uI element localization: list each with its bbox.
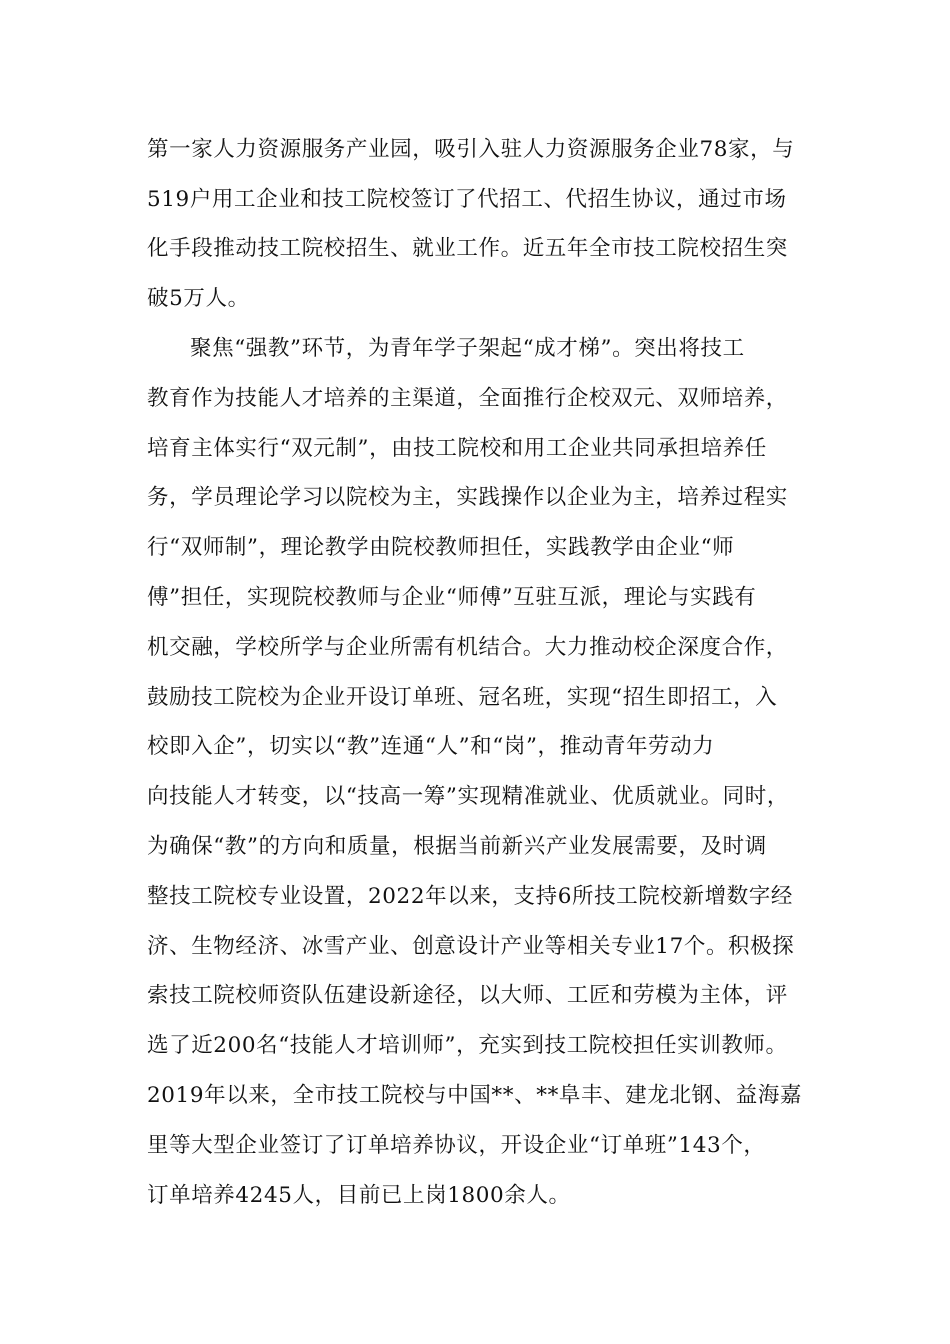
text-line: 2019年以来，全市技工院校与中国**、**阜丰、建龙北钢、益海嘉 bbox=[147, 1083, 803, 1108]
text-line: 519户用工企业和技工院校签订了代招工、代招生协议，通过市场 bbox=[147, 187, 787, 212]
text-line: 整技工院校专业设置，2022年以来，支持6所技工院校新增数字经 bbox=[147, 884, 793, 909]
text-line: 校即入企”，切实以“教”连通“人”和“岗”，推动青年劳动力 bbox=[147, 734, 715, 759]
text-line: 济、生物经济、冰雪产业、创意设计产业等相关专业17个。积极探 bbox=[147, 934, 795, 959]
text-line: 向技能人才转变，以“技高一筹”实现精准就业、优质就业。同时， bbox=[147, 784, 789, 809]
text-line: 机交融，学校所学与企业所需有机结合。大力推动校企深度合作， bbox=[147, 635, 788, 660]
text-line: 傅”担任，实现院校教师与企业“师傅”互驻互派，理论与实践有 bbox=[147, 585, 757, 610]
text-line: 订单培养4245人，目前已上岗1800余人。 bbox=[147, 1183, 571, 1208]
text-line: 索技工院校师资队伍建设新途径，以大师、工匠和劳模为主体，评 bbox=[147, 983, 788, 1008]
text-line: 聚焦“强教”环节，为青年学子架起“成才梯”。突出将技工 bbox=[190, 336, 745, 361]
text-line: 行“双师制”，理论教学由院校教师担任，实践教学由企业“师 bbox=[147, 535, 735, 560]
text-line: 破5万人。 bbox=[147, 286, 250, 311]
text-line: 化手段推动技工院校招生、就业工作。近五年全市技工院校招生突 bbox=[147, 236, 788, 261]
text-line: 第一家人力资源服务产业园，吸引入驻人力资源服务企业78家，与 bbox=[147, 137, 795, 162]
text-line: 里等大型企业签订了订单培养协议，开设企业“订单班”143个， bbox=[147, 1133, 766, 1158]
text-line: 培育主体实行“双元制”，由技工院校和用工企业共同承担培养任 bbox=[147, 436, 767, 461]
text-line: 为确保“教”的方向和质量，根据当前新兴产业发展需要，及时调 bbox=[147, 834, 767, 859]
text-line: 选了近200名“技能人才培训师”，充实到技工院校担任实训教师。 bbox=[147, 1033, 788, 1058]
text-line: 鼓励技工院校为企业开设订单班、冠名班，实现“招生即招工，入 bbox=[147, 685, 778, 710]
text-line: 务，学员理论学习以院校为主，实践操作以企业为主，培养过程实 bbox=[147, 485, 788, 510]
text-line: 教育作为技能人才培养的主渠道，全面推行企校双元、双师培养， bbox=[147, 386, 788, 411]
